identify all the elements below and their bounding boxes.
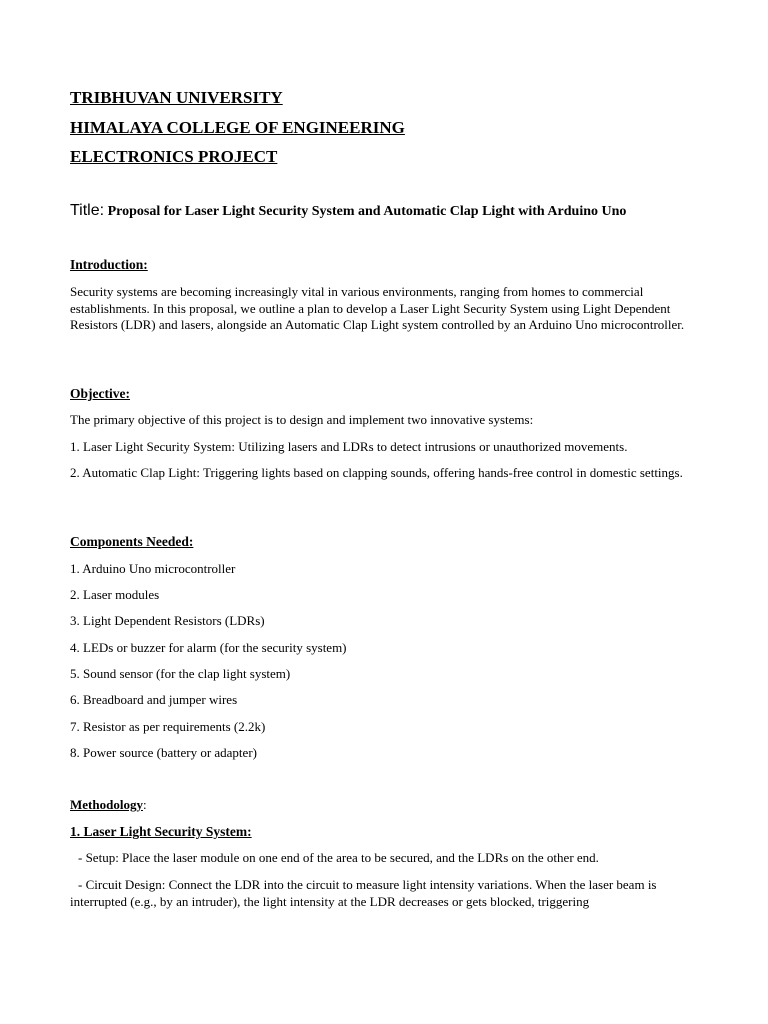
methodology-heading: Methodology (70, 797, 143, 812)
component-item: 7. Resistor as per requirements (2.2k) (70, 719, 266, 734)
title-label: Title: (70, 202, 105, 219)
introduction-paragraph: Security systems are becoming increasingly vital in various environments, ranging from homes to commercial establishments. In this proposal, we outline a plan to develop a Laser Light Security System using Light Dependent Resistors (LDR) and lasers, alongside an Automatic Clap Light system controlled by an Arduino Uno microcontroller. (70, 284, 685, 332)
component-item: 5. Sound sensor (for the clap light system) (70, 666, 291, 681)
objective-intro: The primary objective of this project is to design and implement two innovative systems: (70, 412, 534, 427)
setup-paragraph: - Setup: Place the laser module on one end of the area to be secured, and the LDRs on the other end. (78, 850, 599, 865)
component-item: 1. Arduino Uno microcontroller (70, 561, 236, 576)
university-heading: TRIBHUVAN UNIVERSITY (70, 88, 283, 107)
objective-item-1: 1. Laser Light Security System: Utilizing lasers and LDRs to detect intrusions or unauthorized movements. (70, 439, 628, 454)
objective-item-2: 2. Automatic Clap Light: Triggering lights based on clapping sounds, offering hands-free control in domestic settings. (70, 465, 683, 480)
components-heading: Components Needed: (70, 534, 194, 549)
component-item: 6. Breadboard and jumper wires (70, 692, 238, 707)
project-heading: ELECTRONICS PROJECT (70, 147, 278, 166)
title-text: Proposal for Laser Light Security System and Automatic Clap Light with Arduino Uno (104, 204, 627, 219)
document-title (70, 202, 626, 220)
introduction-heading: Introduction: (70, 257, 148, 272)
laser-system-subheading: 1. Laser Light Security System: (70, 824, 252, 839)
component-item: 8. Power source (battery or adapter) (70, 745, 257, 760)
component-item: 4. LEDs or buzzer for alarm (for the security system) (70, 640, 347, 655)
objective-heading: Objective: (70, 386, 130, 401)
circuit-design-paragraph: - Circuit Design: Connect the LDR into the circuit to measure light intensity variations. When the laser beam is interrupted (e.g., by an intruder), the light intensity at the LDR decreases or gets blocked, triggering (70, 877, 657, 909)
college-heading: HIMALAYA COLLEGE OF ENGINEERING (70, 118, 405, 137)
methodology-colon: : (142, 797, 147, 812)
component-item: 3. Light Dependent Resistors (LDRs) (70, 613, 265, 628)
component-item: 2. Laser modules (70, 587, 160, 602)
methodology-heading-line (70, 797, 147, 813)
